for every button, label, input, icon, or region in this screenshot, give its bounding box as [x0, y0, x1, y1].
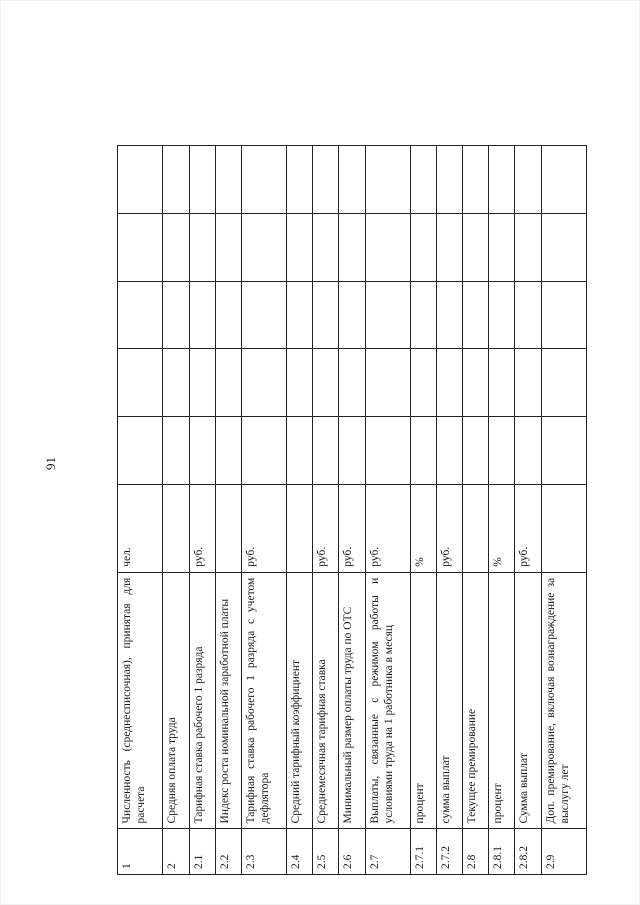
row-value-cell [489, 349, 515, 417]
row-indicator-name: Среднемесячная тарифная ставка [313, 572, 339, 829]
row-value-cell [463, 417, 489, 485]
row-unit: руб. [437, 484, 463, 572]
table-row [287, 146, 313, 875]
row-value-cell [365, 349, 410, 417]
row-unit [463, 484, 489, 572]
row-value-cell [118, 349, 163, 417]
row-value-cell [410, 146, 436, 214]
row-value-cell [437, 146, 463, 214]
row-value-cell [189, 349, 215, 417]
row-value-cell [163, 417, 189, 485]
row-value-cell [215, 417, 241, 485]
table-row [489, 146, 515, 875]
row-value-cell [118, 213, 163, 281]
row-value-cell [241, 146, 286, 214]
row-value-cell [189, 417, 215, 485]
row-value-cell [339, 281, 365, 349]
row-number: 2.8 [463, 829, 489, 875]
row-value-cell [463, 146, 489, 214]
row-value-cell [541, 213, 587, 281]
row-value-cell [463, 349, 489, 417]
row-number: 2.7.1 [410, 829, 436, 875]
row-value-cell [437, 349, 463, 417]
calculation-table-rotated [117, 145, 587, 875]
row-number: 2.2 [215, 829, 241, 875]
row-number: 2.3 [241, 829, 286, 875]
row-indicator-name: процент [410, 572, 436, 829]
row-number: 2.6 [339, 829, 365, 875]
row-value-cell [313, 213, 339, 281]
row-number: 2.7.2 [437, 829, 463, 875]
row-unit: руб. [241, 484, 286, 572]
row-value-cell [515, 213, 541, 281]
table-row [437, 146, 463, 875]
row-indicator-name: Минимальный размер оплаты труда по ОТС [339, 572, 365, 829]
row-value-cell [215, 349, 241, 417]
row-value-cell [215, 281, 241, 349]
row-value-cell [287, 281, 313, 349]
row-value-cell [215, 146, 241, 214]
row-value-cell [189, 146, 215, 214]
row-unit: руб. [365, 484, 410, 572]
row-value-cell [463, 213, 489, 281]
table-row [215, 146, 241, 875]
row-value-cell [339, 146, 365, 214]
row-value-cell [515, 349, 541, 417]
row-value-cell [163, 349, 189, 417]
row-number: 2.5 [313, 829, 339, 875]
table-row [365, 146, 410, 875]
row-value-cell [313, 281, 339, 349]
table-row [189, 146, 215, 875]
table-row [241, 146, 286, 875]
table-row [118, 146, 163, 875]
row-unit: чел. [118, 484, 163, 572]
row-indicator-name: Средняя оплата труда [163, 572, 189, 829]
row-unit: % [489, 484, 515, 572]
row-value-cell [163, 281, 189, 349]
row-value-cell [515, 146, 541, 214]
row-number: 2.7 [365, 829, 410, 875]
row-value-cell [437, 281, 463, 349]
row-value-cell [365, 281, 410, 349]
row-value-cell [339, 349, 365, 417]
table-row [313, 146, 339, 875]
row-value-cell [365, 417, 410, 485]
row-number: 2.4 [287, 829, 313, 875]
row-value-cell [515, 417, 541, 485]
row-value-cell [365, 146, 410, 214]
row-value-cell [163, 146, 189, 214]
row-value-cell [489, 146, 515, 214]
row-value-cell [410, 349, 436, 417]
row-value-cell [410, 417, 436, 485]
row-indicator-name: Сумма выплат [515, 572, 541, 829]
row-value-cell [313, 417, 339, 485]
row-value-cell [339, 213, 365, 281]
row-indicator-name: процент [489, 572, 515, 829]
row-value-cell [118, 417, 163, 485]
row-unit [287, 484, 313, 572]
row-value-cell [437, 213, 463, 281]
row-value-cell [118, 281, 163, 349]
row-value-cell [437, 417, 463, 485]
row-value-cell [189, 281, 215, 349]
row-value-cell [163, 213, 189, 281]
row-indicator-name: сумма выплат [437, 572, 463, 829]
table-row [515, 146, 541, 875]
calculation-table [117, 145, 587, 875]
row-number: 2.8.1 [489, 829, 515, 875]
row-number: 2 [163, 829, 189, 875]
row-unit: руб. [189, 484, 215, 572]
row-value-cell [541, 417, 587, 485]
row-value-cell [489, 213, 515, 281]
table-body [118, 146, 587, 875]
row-value-cell [489, 417, 515, 485]
table-row [463, 146, 489, 875]
row-value-cell [339, 417, 365, 485]
row-indicator-name: Численность (среднесписочная), принятая для расчета [118, 572, 163, 829]
row-value-cell [241, 349, 286, 417]
row-unit [163, 484, 189, 572]
row-value-cell [215, 213, 241, 281]
row-indicator-name: Средний тарифный коэффициент [287, 572, 313, 829]
page-number: 91 [43, 457, 58, 470]
row-indicator-name: Тарифная ставка рабочего 1 разряда [189, 572, 215, 829]
table-row [163, 146, 189, 875]
row-number: 2.9 [541, 829, 587, 875]
row-value-cell [515, 281, 541, 349]
row-value-cell [241, 281, 286, 349]
row-indicator-name: Выплаты, связанные с режимом работы и условиями труда на 1 работника в месяц [365, 572, 410, 829]
row-value-cell [410, 213, 436, 281]
row-indicator-name: Индекс роста номинальной заработной платы [215, 572, 241, 829]
row-value-cell [365, 213, 410, 281]
row-value-cell [287, 349, 313, 417]
row-indicator-name: Текущее премирование [463, 572, 489, 829]
row-value-cell [541, 146, 587, 214]
row-indicator-name: Доп. премирование, включая вознаграждение за выслугу лет [541, 572, 587, 829]
row-value-cell [189, 213, 215, 281]
row-value-cell [541, 349, 587, 417]
row-number: 1 [118, 829, 163, 875]
row-value-cell [287, 417, 313, 485]
row-unit: руб. [515, 484, 541, 572]
row-number: 2.1 [189, 829, 215, 875]
row-number: 2.8.2 [515, 829, 541, 875]
row-value-cell [463, 281, 489, 349]
row-value-cell [241, 417, 286, 485]
table-row [541, 146, 587, 875]
row-value-cell [410, 281, 436, 349]
row-unit [215, 484, 241, 572]
row-value-cell [241, 213, 286, 281]
row-value-cell [287, 146, 313, 214]
row-value-cell [541, 281, 587, 349]
table-row [410, 146, 436, 875]
row-value-cell [287, 213, 313, 281]
row-value-cell [313, 349, 339, 417]
row-unit: руб. [313, 484, 339, 572]
row-unit: руб. [339, 484, 365, 572]
row-unit: % [410, 484, 436, 572]
row-value-cell [118, 146, 163, 214]
row-unit [541, 484, 587, 572]
row-indicator-name: Тарифная ставка рабочего 1 разряда с учетом дефлятора [241, 572, 286, 829]
row-value-cell [313, 146, 339, 214]
table-row [339, 146, 365, 875]
row-value-cell [489, 281, 515, 349]
